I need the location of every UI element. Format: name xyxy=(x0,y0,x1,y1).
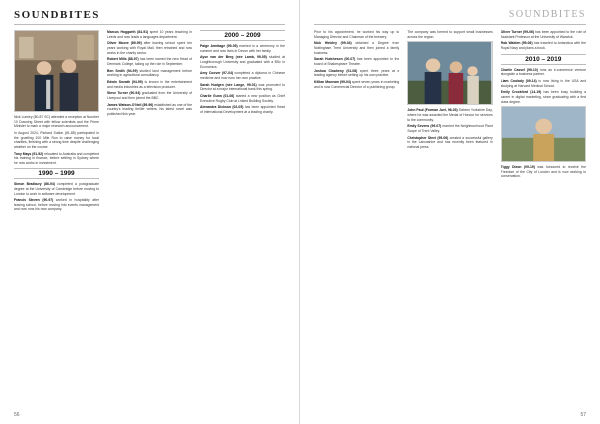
entry-text: has been named the new Head of Denmark College, taking up the role in September. xyxy=(107,57,192,66)
entry xyxy=(200,83,285,92)
right-col-2 xyxy=(407,30,492,408)
entry-name: Amy Coover (97-04) xyxy=(200,71,233,76)
entry-name: Emily Sevens (99-07) xyxy=(407,124,442,129)
entry xyxy=(200,105,285,114)
entry-text: was honoured to receive the Freedom of the City of London and is now working in conservation. xyxy=(500,165,586,179)
entry-name: Liam Coolady (09-14) xyxy=(500,78,537,83)
entry-text: has been appointed to the board of Shakespeare Theatre. xyxy=(314,57,400,66)
reception-photo xyxy=(14,30,99,112)
entry-name: John Paul (Forman Juel, 96-03) xyxy=(407,108,458,113)
entry xyxy=(107,91,192,100)
entry-text: completed a postgraduate degree at the University of Cambridge before moving to London to work in software development. xyxy=(14,182,99,196)
entry xyxy=(14,152,99,166)
entry-name: Sarah Hudgen (née Lange, 99-01) xyxy=(200,82,257,87)
entry-text: has been busy building a career in digital marketing, since graduating with a first class degree. xyxy=(500,90,586,104)
entry xyxy=(200,44,285,53)
page-number: 57 xyxy=(580,412,586,418)
entry-text: spent 10 years teaching in Leeds and now leads a languages department. xyxy=(107,30,192,39)
entry xyxy=(314,69,399,78)
entry-name: Simon Bradbury (86-94) xyxy=(14,182,55,187)
right-page xyxy=(300,0,600,424)
entry-name: Oliver Moore (89-99) xyxy=(107,41,142,46)
entry xyxy=(407,136,492,150)
header-rule xyxy=(314,24,586,25)
entry-text: studied land management before working in agricultural consultancy. xyxy=(107,68,192,78)
entry-text: graduated from the University of Liverpool and then joined the BBC. xyxy=(107,91,192,101)
entry-name: Nick Hinkley (99-04) xyxy=(314,41,352,46)
entry-text: has traveled to Antarctica with the Royal Navy and plans a book. xyxy=(500,41,586,50)
entry-text: completed a diploma in Chinese medicine and now runs her own practice. xyxy=(200,71,285,80)
entry xyxy=(107,57,192,66)
entry-text: runs an e-commerce venture alongside a business partner. xyxy=(500,67,586,77)
page-number: 56 xyxy=(14,412,20,418)
entry xyxy=(407,108,492,122)
entry xyxy=(14,182,99,196)
entry-name: Tony Mays (91-92) xyxy=(14,151,44,156)
entry-name: Charlie Gunn (01-06) xyxy=(200,94,235,99)
family-photo xyxy=(407,41,492,105)
entry-text: was promoted to Director at a major international bank this spring. xyxy=(200,82,285,92)
entry-name: Ben Smith (94-99) xyxy=(107,68,138,73)
decade-heading: 2000 – 2009 xyxy=(200,30,285,41)
entry-text: worked in hospitality after leaving school, before moving into events management and now runs his own company. xyxy=(14,198,99,212)
entry-name: Ayse van der Berg (née Lamb, 99-05) xyxy=(200,55,267,60)
entry xyxy=(314,41,399,55)
entry xyxy=(107,80,192,89)
entry-name: Oliver Turner (99-06) xyxy=(500,30,534,34)
entry-name: Joshua Cloaheny (01-08) xyxy=(314,68,358,73)
entry xyxy=(501,79,586,88)
entry xyxy=(107,69,192,78)
entry-name: Emily Crockford (14-19) xyxy=(500,90,542,95)
left-col-1 xyxy=(14,30,99,408)
right-col-1 xyxy=(314,30,399,408)
entry-text: relocated to Australia and completed his training in finance, before settling in Sydney where he now works in investment. xyxy=(14,151,99,165)
entry xyxy=(501,165,586,179)
entry-name: Alexandra Dickson (02-05) xyxy=(200,105,244,110)
header-rule xyxy=(14,24,285,25)
entry-name: Charlie Cassel (99-10) xyxy=(500,67,538,72)
entry-text: spent three years at a leading agency before setting up his own practice. xyxy=(314,68,400,78)
entry-text: created a successful gallery in the Lancashire and has recently been featured in national press. xyxy=(407,135,493,149)
entry-text: studied at Loughborough University and graduated with a BSc in Economics. xyxy=(200,55,285,69)
entry xyxy=(14,198,99,212)
left-col-2 xyxy=(107,30,192,408)
entry-text: after leaving school spent ten years working with Royal Mail, then retrained and now works in the charity sector. xyxy=(107,41,192,55)
entry-name: Sarah Hutcheson (00-07) xyxy=(314,57,356,62)
entry-text: married the Neighbourhood Plant Scope of Trent Valley. xyxy=(407,124,493,133)
entry-text: established as one of the country's leading thriller writers, his latest novel was published this year. xyxy=(107,102,192,117)
entry-name: Christopher Steel (99-06) xyxy=(407,135,449,140)
entry-text: spent seven years in marketing and is now Commercial Director of a publishing group. xyxy=(314,80,400,89)
right-columns xyxy=(314,30,586,408)
entry xyxy=(501,68,586,77)
decade-heading: 1990 – 1999 xyxy=(14,168,99,179)
entry xyxy=(200,71,285,80)
entry-text: Sixteen Yorkshire Day, where he was awarded the Medal of Honour for services to the community. xyxy=(407,108,493,122)
paragraph: The company was formed to support small businesses across the region. xyxy=(407,30,493,39)
running-head: SOUNDBITES xyxy=(14,9,100,21)
entry xyxy=(501,30,586,39)
entry-text: is known in the entertainment and media industries as a television producer. xyxy=(107,80,192,89)
entry-text: started a new position as Chief Executive Rugby Club at Linked Building Society. xyxy=(200,94,285,103)
entry xyxy=(200,55,285,69)
decade-heading: 2010 – 2019 xyxy=(501,54,586,65)
entry-text: married in a ceremony in the summer and now lives in Devon with her family. xyxy=(200,44,285,53)
entry-text: has been appointed to the role of Assistant Professor at the University of Warwick. xyxy=(500,30,586,39)
entry-name: Rob Walden (99-06) xyxy=(500,41,533,46)
entry-name: Killian Moneam (99-04) xyxy=(314,80,351,85)
left-col-3 xyxy=(200,30,285,408)
entry xyxy=(107,30,192,39)
entry-name: Paige Armitage (99-05) xyxy=(200,44,238,48)
entry-name: Francis Steven (90-97) xyxy=(14,198,54,203)
entry xyxy=(107,41,192,55)
outdoor-photo xyxy=(501,106,586,162)
paragraph: In August 2024, Richard Sutton (81-88) participated in the gruelling 100 Mile Run to raise money for local charities, finishing with a strong time despite challenging weather on the course. xyxy=(14,130,99,149)
entry-text: is now living in the USA and studying at Harvard Medical School. xyxy=(500,78,586,88)
entry-text: has been appointed Head of International Development at a leading charity. xyxy=(200,105,285,115)
paragraph: Prior to his appointment, he worked his way up to Managing Director and Chairman of the brewery. xyxy=(314,30,400,39)
entry-text: obtained a Degree from Nottingham Trent University and then joined a family business. xyxy=(314,41,400,55)
entry-name: Steve Turner (90-94) xyxy=(107,91,141,96)
entry xyxy=(200,94,285,103)
entry xyxy=(501,90,586,104)
entry-name: James Watson-O'Neil (89-96) xyxy=(107,102,154,107)
entry xyxy=(107,103,192,117)
entry-name: Tiggy Dixon (09-19) xyxy=(500,165,535,170)
right-col-3 xyxy=(501,30,586,408)
entry xyxy=(314,80,399,89)
entry-name: Marcus Hoggarth (84-91) xyxy=(107,30,149,34)
running-head: SOUNDBITES xyxy=(508,9,586,20)
entry-name: Robert Mills (88-97) xyxy=(107,57,139,62)
entry-name: Edwin Sneath (94-99) xyxy=(107,80,143,85)
left-columns xyxy=(14,30,285,408)
entry xyxy=(501,41,586,50)
entry xyxy=(314,57,399,66)
photo-caption: Nick Lumley (80-87 SC) attended a reception at Number 10 Downing Street with fellow scientists and the Prime Minister to mark a major research announcement. xyxy=(14,115,99,129)
entry xyxy=(407,124,492,133)
